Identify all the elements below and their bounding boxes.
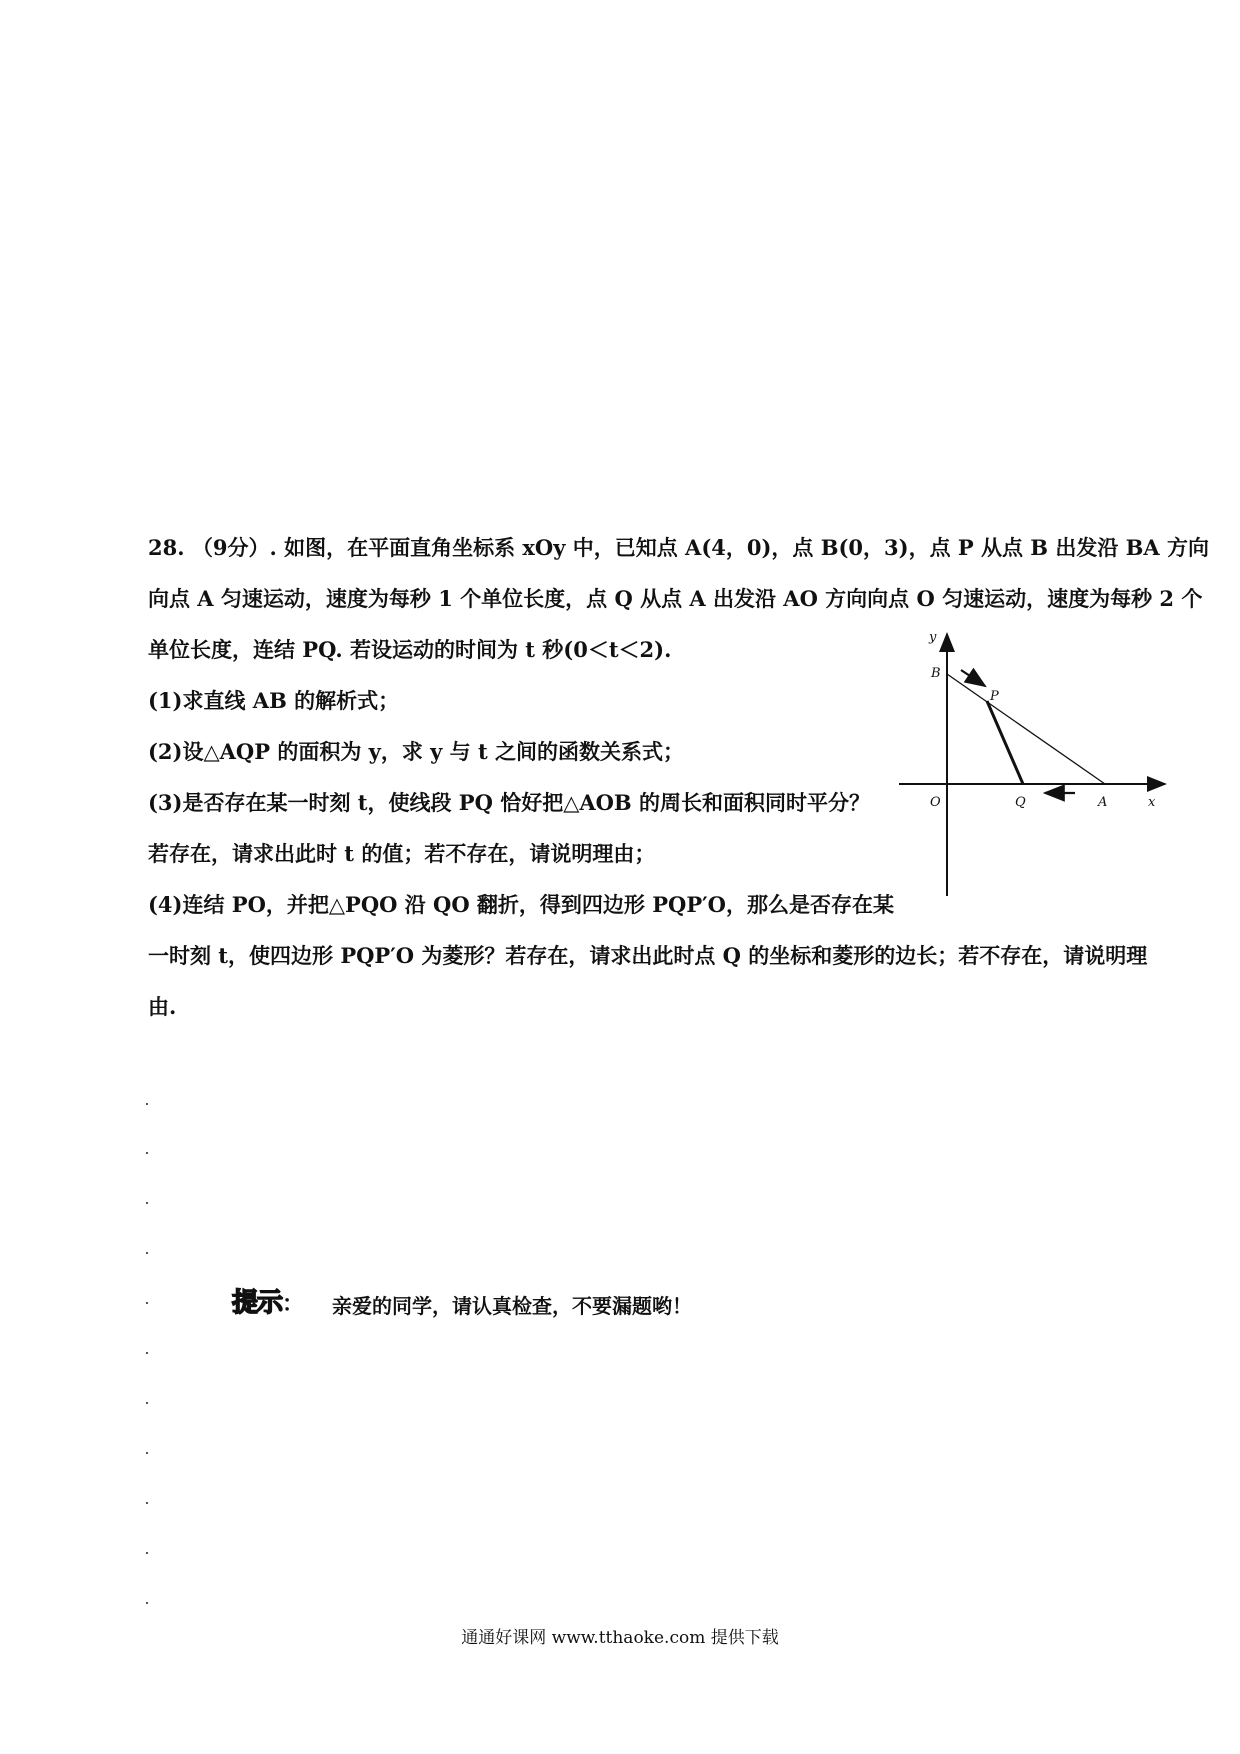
hint-badge: [232, 1286, 318, 1320]
margin-dot: [146, 1252, 148, 1254]
margin-dot: [146, 1352, 148, 1354]
label-a: A: [1098, 795, 1108, 810]
hint-text: 亲爱的同学，请认真检查，不要漏题哟！: [332, 1294, 692, 1318]
segment-ba: [947, 674, 1105, 784]
segment-pq: [987, 701, 1023, 784]
margin-dot: [146, 1602, 148, 1604]
label-o: O: [930, 795, 941, 810]
question-1: (1)求直线 AB 的解析式；: [148, 688, 400, 713]
question-3: (3)是否存在某一时刻 t，使线段 PQ 恰好把△AOB 的周长和面积同时平分？: [148, 790, 870, 815]
question-4-end: 由.: [148, 994, 177, 1019]
margin-dot: [146, 1152, 148, 1154]
margin-dot: [146, 1402, 148, 1404]
problem-line: 向点 A 匀速运动，速度为每秒 1 个单位长度，点 Q 从点 A 出发沿 AO 方向向点 O 匀速运动，速度为每秒 2 个: [148, 586, 1203, 611]
question-2: (2)设△AQP 的面积为 y，求 y 与 t 之间的函数关系式；: [148, 739, 684, 764]
label-p: P: [990, 689, 999, 704]
problem-line: 单位长度，连结 PQ. 若设运动的时间为 t 秒(0＜t＜2).: [148, 637, 672, 662]
coordinate-figure: [895, 628, 1175, 898]
question-3-cont: 若存在，请求出此时 t 的值；若不存在，请说明理由；: [148, 841, 656, 866]
page-footer: 通通好课网 www.tthaoke.com 提供下载: [461, 1628, 779, 1648]
label-q: Q: [1015, 795, 1026, 810]
margin-dot: [146, 1302, 148, 1304]
label-y: y: [929, 630, 937, 645]
arrow-p-direction: [961, 670, 985, 686]
hint-colon: ：: [282, 1292, 304, 1317]
margin-dot: [146, 1502, 148, 1504]
figure-svg: [895, 628, 1175, 898]
margin-dot: [146, 1452, 148, 1454]
margin-dot: [146, 1103, 148, 1105]
margin-dot: [146, 1552, 148, 1554]
hint-badge-label: 提示: [232, 1288, 283, 1318]
label-b: B: [931, 666, 941, 681]
margin-dot: [146, 1202, 148, 1204]
problem-line: 28. （9分）. 如图，在平面直角坐标系 xOy 中，已知点 A(4，0)，点 B(0，3)，点 P 从点 B 出发沿 BA 方向: [148, 535, 1210, 560]
label-x: x: [1148, 795, 1156, 810]
question-4-cont: 一时刻 t，使四边形 PQP′O 为菱形？若存在，请求出此时点 Q 的坐标和菱形的边长；若不存在，请说明理: [148, 943, 1148, 968]
question-4: (4)连结 PO，并把△PQO 沿 QO 翻折，得到四边形 PQP′O，那么是否存在某: [148, 892, 894, 917]
